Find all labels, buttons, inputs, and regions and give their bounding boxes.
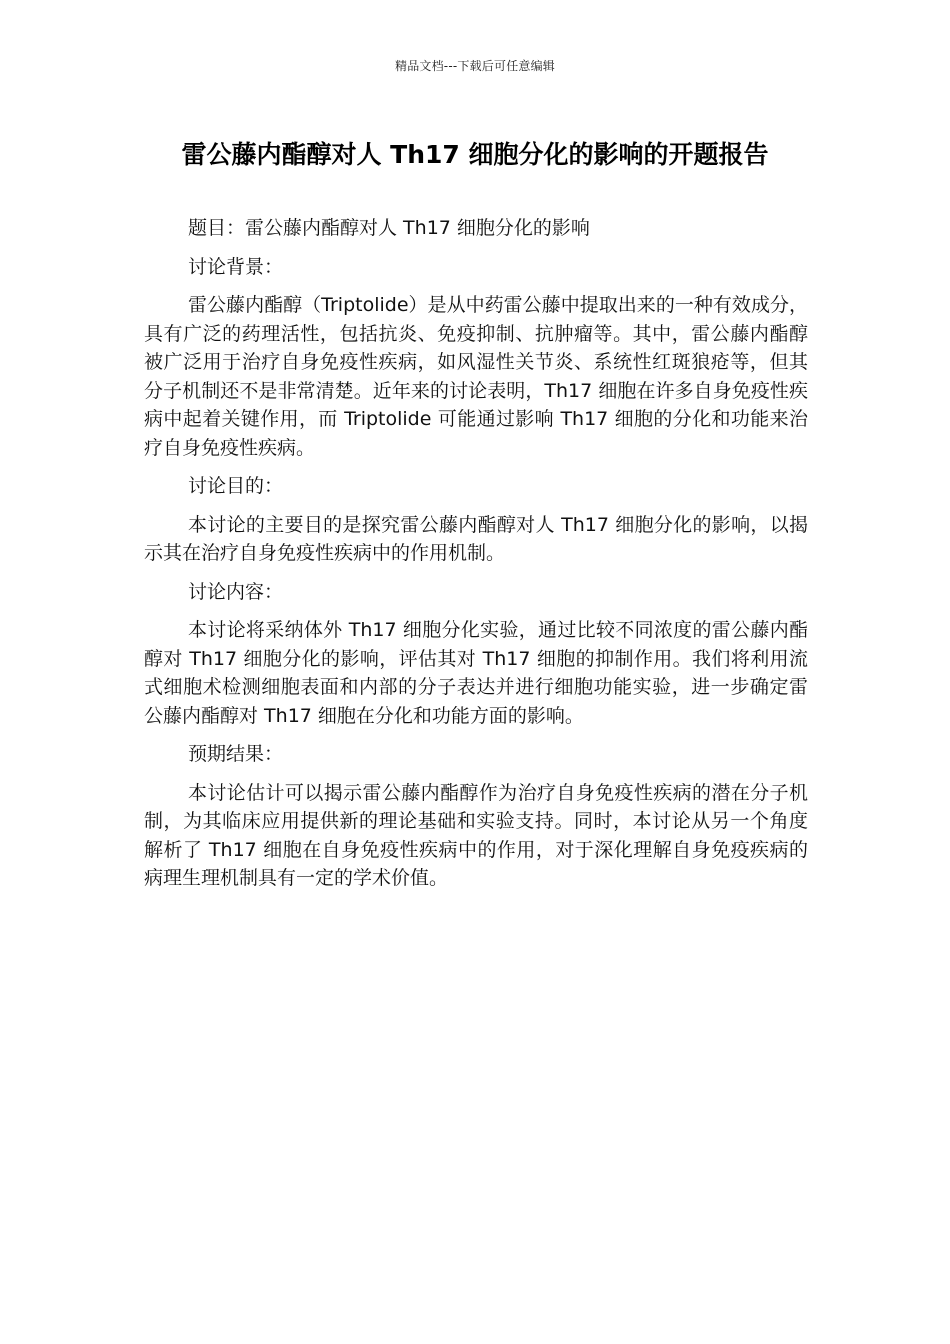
purpose-paragraph: 本讨论的主要目的是探究雷公藤内酯醇对人 Th17 细胞分化的影响，以揭示其在治疗自身免疫性疾病中的作用机制。 bbox=[144, 513, 808, 564]
topic-line: 题目：雷公藤内酯醇对人 Th17 细胞分化的影响 bbox=[188, 217, 590, 239]
content-paragraph: 本讨论将采纳体外 Th17 细胞分化实验，通过比较不同浓度的雷公藤内酯醇对 Th17 细胞分化的影响，评估其对 Th17 细胞的抑制作用。我们将利用流式细胞术检测细胞表面和内部的分子表达并进行细胞功能实验，进一步确定雷公藤内酯醇对 Th17 细胞在分化和功能方面的影响。 bbox=[144, 619, 808, 727]
background-paragraph: 雷公藤内酯醇（Triptolide）是从中药雷公藤中提取出来的一种有效成分，具有广泛的药理活性，包括抗炎、免疫抑制、抗肿瘤等。其中，雷公藤内酯醇被广泛用于治疗自身免疫性疾病，如风湿性关节炎、系统性红斑狼疮等，但其分子机制还不是非常清楚。近年来的讨论表明，Th17 细胞在许多自身免疫性疾病中起着关键作用，而 Triptolide 可能通过影响 Th17 细胞的分化和功能来治疗自身免疫性疾病。 bbox=[144, 294, 808, 459]
section-heading-purpose: 讨论目的： bbox=[188, 475, 284, 497]
section-heading-background: 讨论背景： bbox=[188, 255, 284, 278]
document-body bbox=[144, 214, 808, 903]
header-note: 精品文档---下载后可任意编辑 bbox=[395, 59, 555, 73]
expected-results-paragraph: 本讨论估计可以揭示雷公藤内酯醇作为治疗自身免疫性疾病的潜在分子机制，为其临床应用提供新的理论基础和实验支持。同时，本讨论从另一个角度解析了 Th17 细胞在自身免疫性疾病中的作用，对于深化理解自身免疫疾病的病理生理机制具有一定的学术价值。 bbox=[144, 781, 808, 889]
document-title: 雷公藤内酯醇对人 Th17 细胞分化的影响的开题报告 bbox=[181, 140, 769, 169]
section-heading-expected-results: 预期结果： bbox=[188, 743, 284, 765]
section-heading-content: 讨论内容： bbox=[188, 580, 284, 603]
